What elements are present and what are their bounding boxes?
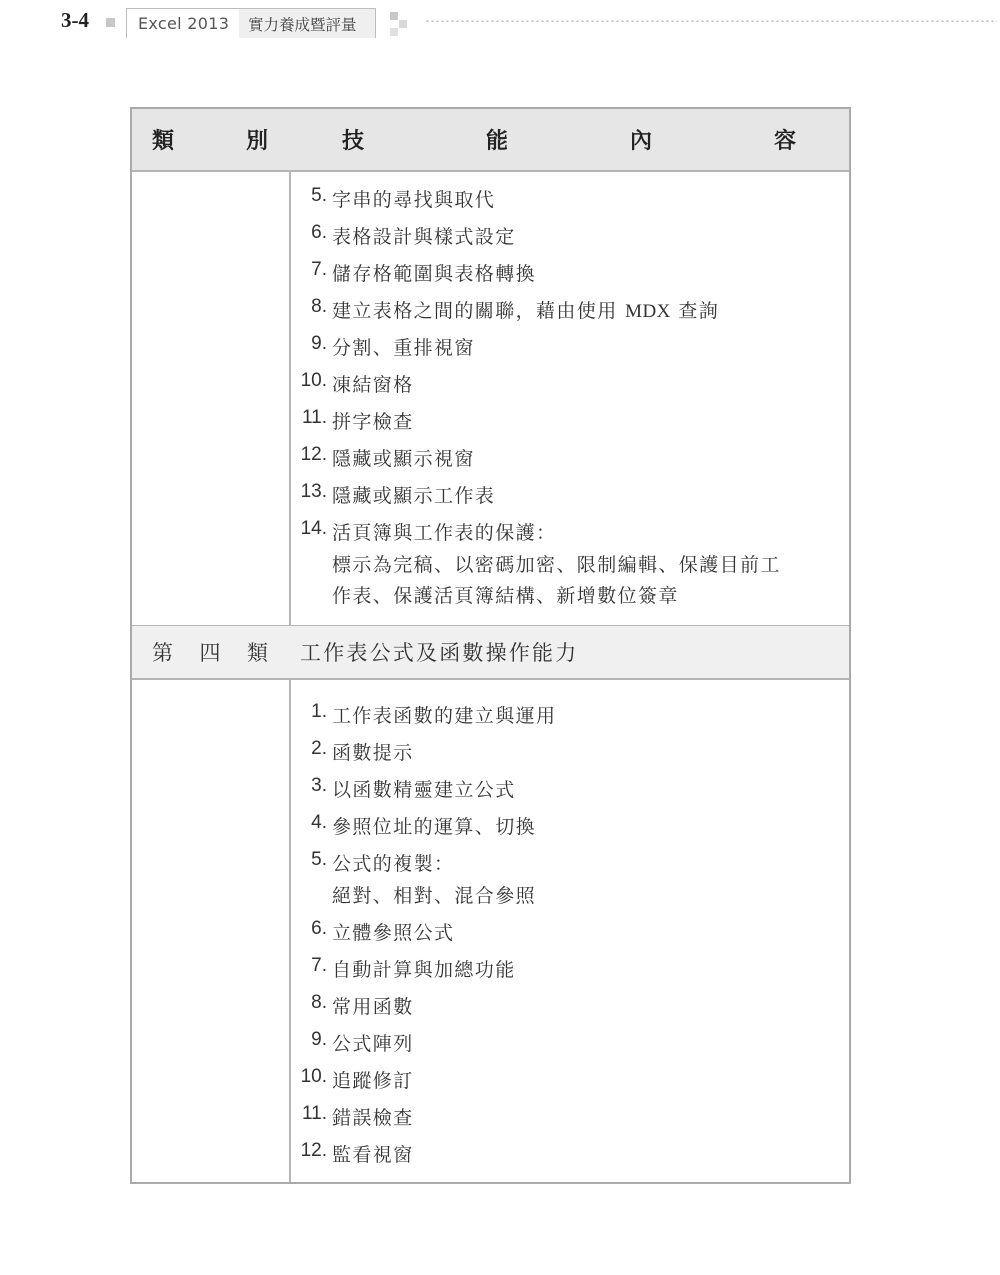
header-skill-content: 技 能 內 容 bbox=[342, 129, 796, 154]
running-header bbox=[0, 0, 1000, 48]
book-title-tab bbox=[126, 8, 376, 38]
row-divider bbox=[132, 678, 849, 680]
category-title: 工作表公式及函數操作能力 bbox=[300, 641, 579, 665]
row-divider bbox=[132, 170, 849, 172]
decor-square-icon bbox=[390, 12, 398, 20]
decor-square-icon bbox=[390, 28, 398, 36]
page-number: 3-4 bbox=[61, 8, 89, 32]
skills-table: 類 別 技 能 內 容 5. 字串的尋找與取代 6. 表格設計與樣式設定 7. 儲存格範圍與表格轉換 8. 建立表格之間的關聯，藉由使用 MDX 查詢 9. 分割、重排視窗 10. 凍結窗格 11. 拼字檢查 12. 隱藏或顯示視窗 13. 隱藏或顯示工作表 14. 活頁簿與工作表的保護： 標示為完稿、以密碼加密、限制編輯、保護目前工 作表、保護活頁簿結構、新增數位簽章 第 四 類 工作表公式及函數操作能力 1. 工作表函數的建立與運用 2. 函數提示 3. 以函數精靈建立公式 4. 參照位址的運算、切換 5. 公式的複製： 絕對、相對、混合參照 6. 立體參照公式 7. 自動計算與加總功能 8. 常用函數 9. 公式陣列 10. 追蹤修訂 11. 錯誤檢查 12. 監看視窗 bbox=[130, 107, 851, 1184]
decor-square-icon bbox=[399, 20, 407, 28]
category-row bbox=[132, 626, 849, 678]
table-header-row bbox=[132, 109, 849, 170]
dotted-rule bbox=[425, 20, 997, 22]
book-title-left: Excel 2013 bbox=[138, 14, 230, 33]
book-title-right: 實力養成暨評量 bbox=[239, 9, 375, 38]
bullet-square-icon bbox=[106, 18, 115, 27]
category-label: 第 四 類 bbox=[152, 641, 268, 665]
header-category: 類 別 bbox=[152, 129, 268, 154]
